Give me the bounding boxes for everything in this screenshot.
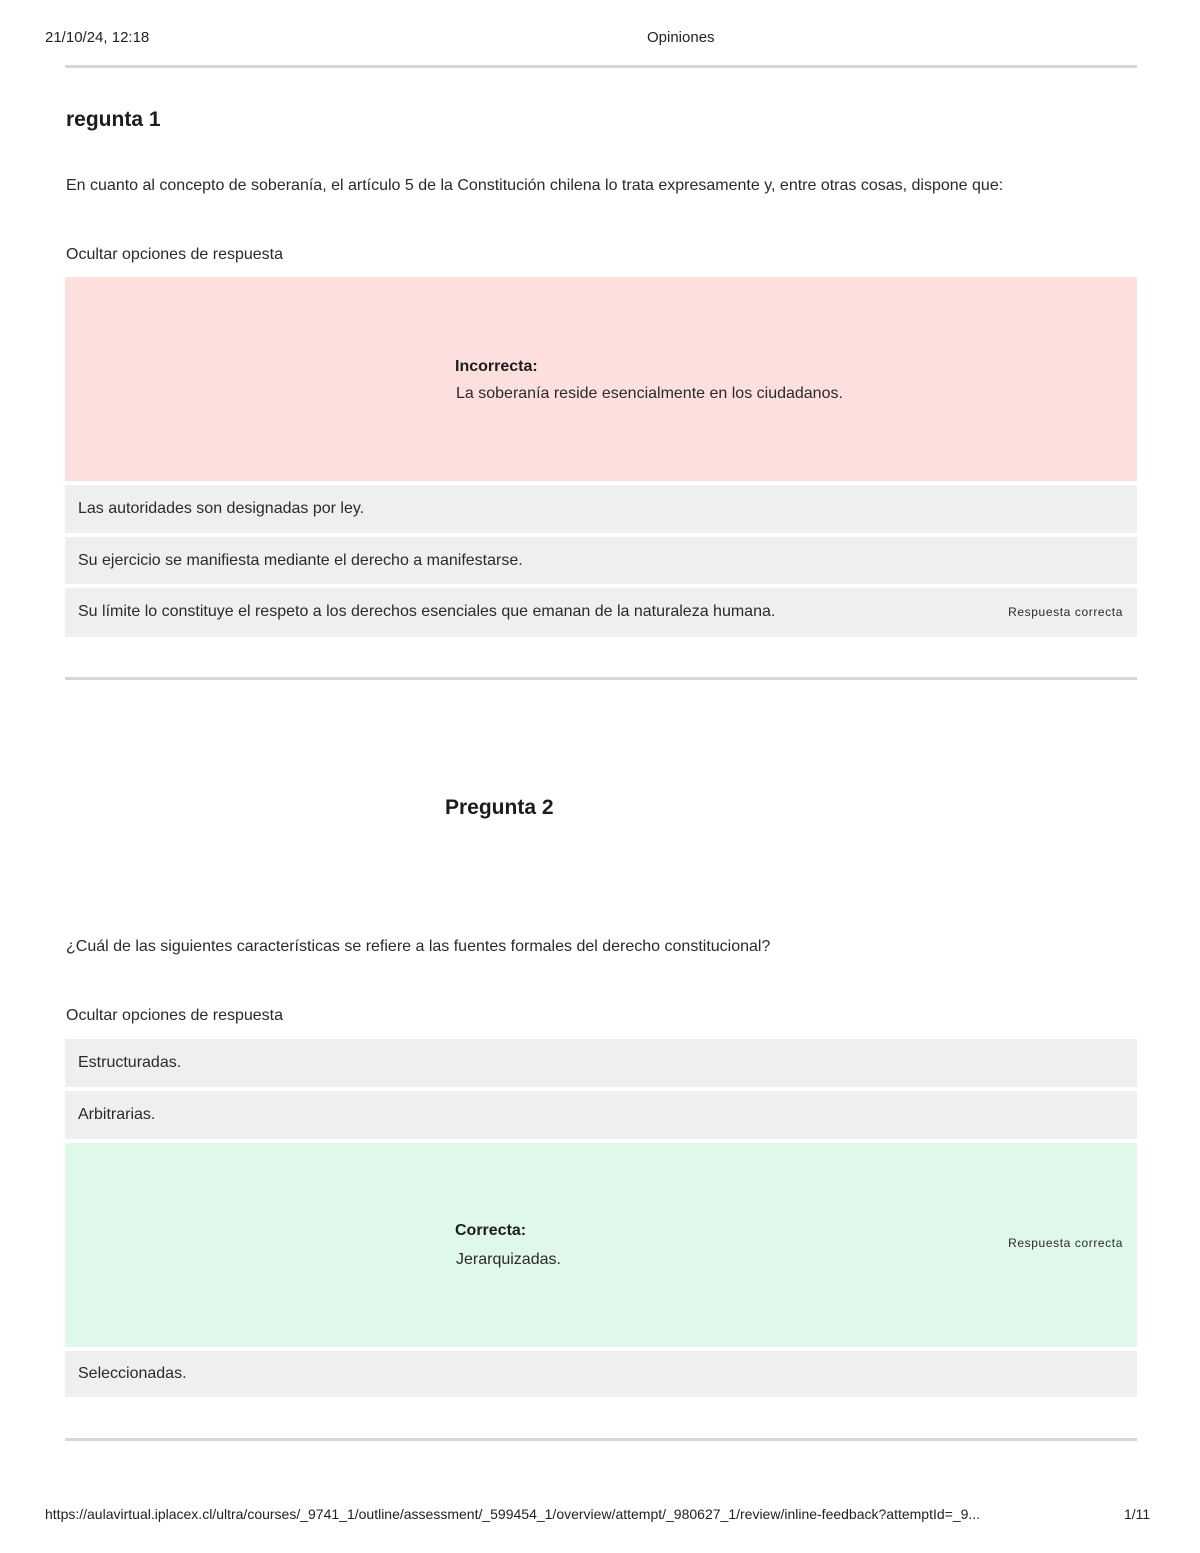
incorrect-label: Incorrecta: xyxy=(455,358,538,375)
answer-option xyxy=(65,1091,1137,1139)
correct-answer-tag: Respuesta correcta xyxy=(1008,605,1123,619)
selected-answer-text: La soberanía reside esencialmente en los ciudadanos. xyxy=(456,385,843,402)
correct-answer-tag: Respuesta correcta xyxy=(1008,1236,1123,1250)
answer-option-text: Seleccionadas. xyxy=(78,1365,187,1382)
answer-option-text: Las autoridades son designadas por ley. xyxy=(78,500,365,517)
answer-option-text: Arbitrarias. xyxy=(78,1106,156,1123)
question-divider xyxy=(65,677,1137,680)
page-number: 1/11 xyxy=(1124,1506,1151,1522)
selected-answer-text: Jerarquizadas. xyxy=(456,1251,561,1268)
top-divider xyxy=(65,65,1137,68)
answer-option xyxy=(65,485,1137,533)
answer-option-text: Su límite lo constituye el respeto a los derechos esenciales que emanan de la naturaleza humana. xyxy=(78,603,776,620)
answer-option xyxy=(65,1351,1137,1397)
correct-label: Correcta: xyxy=(455,1222,527,1239)
question-1-title: regunta 1 xyxy=(66,108,161,131)
hide-answer-options-toggle[interactable]: Ocultar opciones de respuesta xyxy=(66,1007,284,1024)
answer-option-correct xyxy=(65,588,1137,637)
print-url: https://aulavirtual.iplacex.cl/ultra/courses/_9741_1/outline/assessment/_599454_1/overview/attempt/_980627_1/review/inline-feedback?attemptId=_9... xyxy=(45,1506,981,1522)
hide-answer-options-toggle[interactable]: Ocultar opciones de respuesta xyxy=(66,246,284,263)
print-datetime: 21/10/24, 12:18 xyxy=(45,29,150,46)
question-2-title: Pregunta 2 xyxy=(445,796,554,819)
answer-option xyxy=(65,537,1137,584)
answer-option-text: Su ejercicio se manifiesta mediante el derecho a manifestarse. xyxy=(78,552,523,569)
selected-answer-incorrect xyxy=(65,277,1137,481)
question-1-text: En cuanto al concepto de soberanía, el artículo 5 de la Constitución chilena lo trata expresamente y, entre otras cosas, dispone que: xyxy=(66,177,1004,194)
bottom-divider xyxy=(65,1438,1137,1441)
answer-option xyxy=(65,1039,1137,1087)
page-title: Opiniones xyxy=(647,29,715,46)
question-2-text: ¿Cuál de las siguientes características se refiere a las fuentes formales del derecho constitucional? xyxy=(66,938,771,955)
answer-option-text: Estructuradas. xyxy=(78,1054,182,1071)
selected-answer-correct xyxy=(65,1143,1137,1347)
